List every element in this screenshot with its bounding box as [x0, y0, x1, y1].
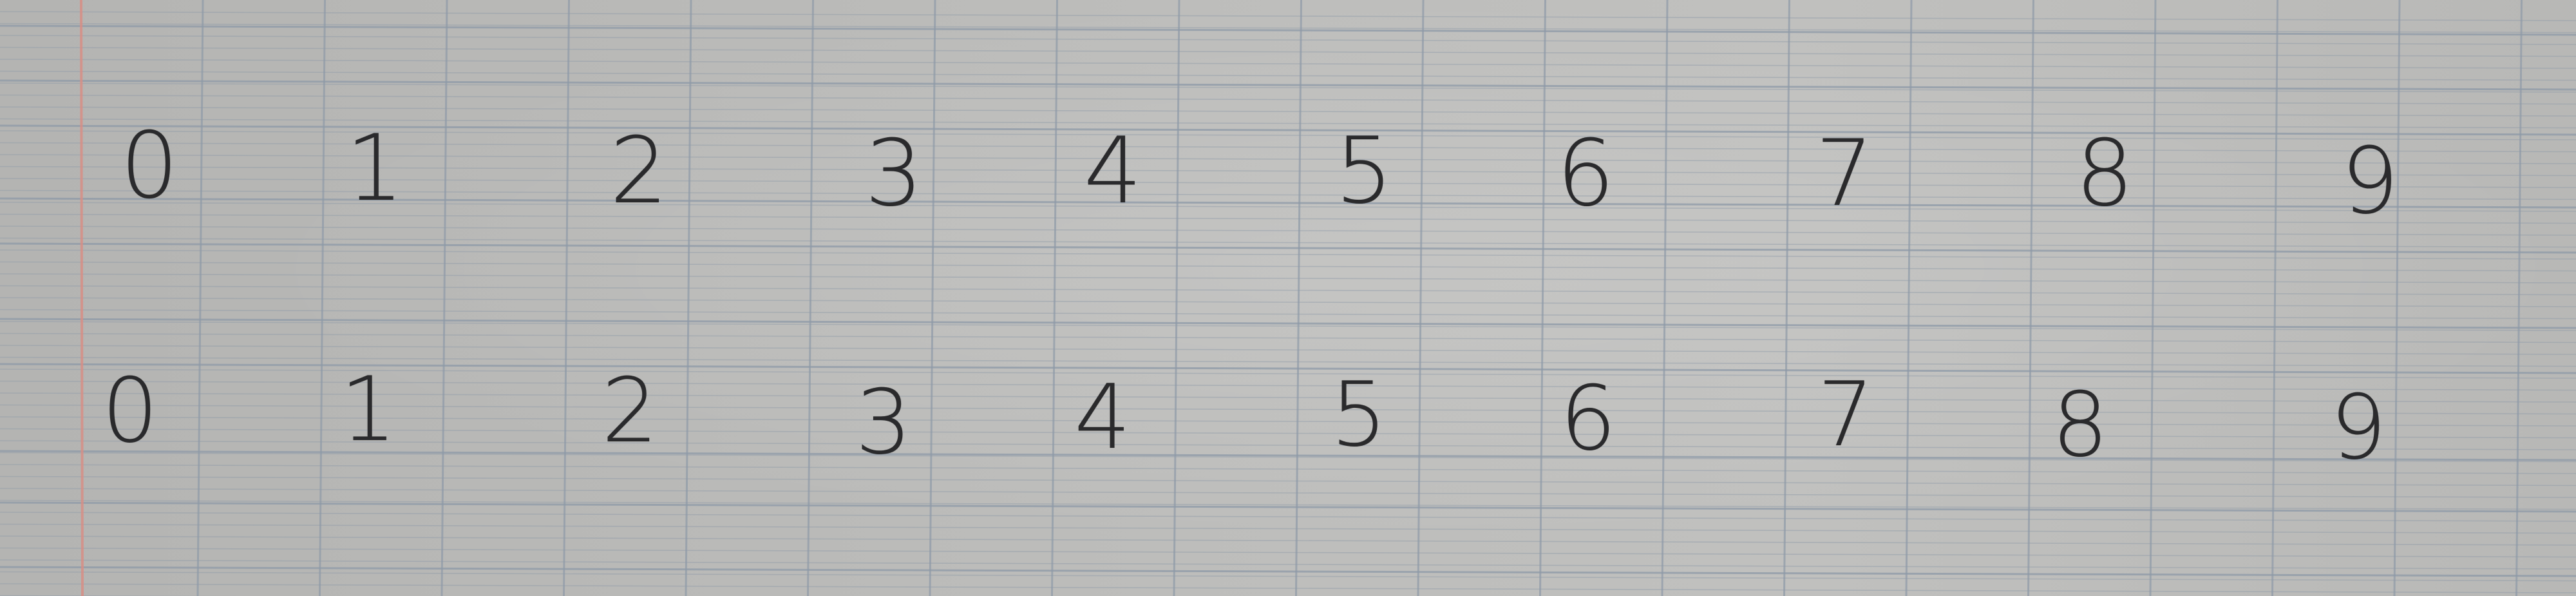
- digit-row2-3: 3: [855, 370, 912, 474]
- digit-row2-4: 4: [1074, 365, 1131, 469]
- digit-row2-9: 9: [2330, 376, 2387, 479]
- digit-row1-1: 1: [345, 115, 404, 222]
- digit-row1-4: 4: [1083, 118, 1142, 224]
- digit-row1-3: 3: [864, 120, 923, 227]
- digit-row1-9: 9: [2340, 128, 2400, 235]
- digit-row1-0: 0: [120, 113, 179, 219]
- digit-row1-5: 5: [1334, 118, 1394, 224]
- digit-row2-2: 2: [601, 359, 658, 463]
- digit-row1-8: 8: [2075, 120, 2134, 227]
- digit-row1-6: 6: [1556, 120, 1615, 227]
- digit-row1-7: 7: [1815, 120, 1874, 227]
- digit-row2-7: 7: [1817, 363, 1874, 466]
- digit-row2-6: 6: [1560, 367, 1616, 470]
- digit-row2-5: 5: [1331, 363, 1387, 466]
- digit-row2-8: 8: [2052, 373, 2108, 477]
- digit-row2-0: 0: [102, 359, 158, 463]
- digit-row2-1: 1: [340, 358, 397, 461]
- digit-row1-2: 2: [609, 118, 668, 224]
